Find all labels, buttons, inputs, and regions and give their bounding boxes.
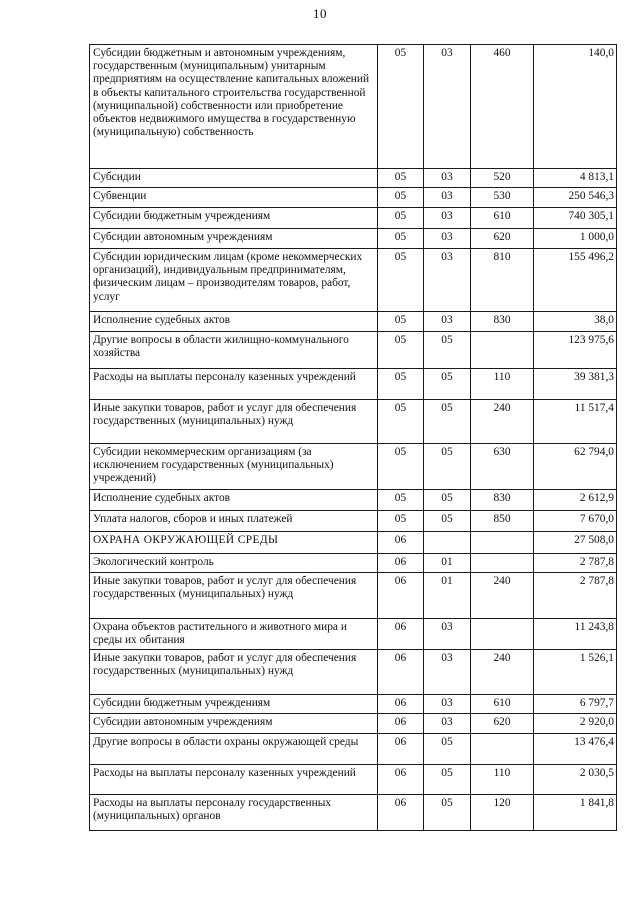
row-expense-type-code	[471, 619, 534, 650]
table-row	[90, 169, 617, 188]
row-name: Субсидии бюджетным и автономным учреждениям, государственным (муниципальным) унитарным предприятиям на осуществление капитальных вложений в объекты капитального строительства государственной (муниципальной) собственности или приобретение объектов недвижимого имущества в государственную (муниципальную) собственность	[90, 45, 378, 169]
row-expense-type-code: 830	[471, 490, 534, 511]
row-subsection-code: 05	[424, 369, 471, 400]
row-name: ОХРАНА ОКРУЖАЮЩЕЙ СРЕДЫ	[90, 532, 378, 554]
row-amount: 1 000,0	[534, 229, 617, 249]
row-name: Субсидии юридическим лицам (кроме некоммерческих организаций), индивидуальным предпринимателям, физическим лицам – производителям товаров, работ, услуг	[90, 249, 378, 312]
row-section-code: 06	[378, 650, 424, 695]
row-name: Субсидии бюджетным учреждениям	[90, 208, 378, 229]
row-name: Иные закупки товаров, работ и услуг для обеспечения государственных (муниципальных) нужд	[90, 400, 378, 444]
row-section-code: 05	[378, 400, 424, 444]
table-row	[90, 229, 617, 249]
row-amount: 2 920,0	[534, 714, 617, 734]
row-expense-type-code	[471, 532, 534, 554]
row-expense-type-code: 120	[471, 795, 534, 831]
row-name: Субсидии	[90, 169, 378, 188]
row-expense-type-code: 240	[471, 400, 534, 444]
row-amount: 13 476,4	[534, 734, 617, 765]
row-expense-type-code: 810	[471, 249, 534, 312]
row-section-code: 05	[378, 490, 424, 511]
row-section-code: 06	[378, 619, 424, 650]
row-section-code: 05	[378, 312, 424, 332]
row-name: Субсидии автономным учреждениям	[90, 714, 378, 734]
row-section-code: 05	[378, 229, 424, 249]
row-name: Субвенции	[90, 188, 378, 208]
row-amount: 7 670,0	[534, 511, 617, 532]
row-name: Исполнение судебных актов	[90, 312, 378, 332]
row-subsection-code: 05	[424, 400, 471, 444]
row-section-code: 06	[378, 554, 424, 573]
table-row	[90, 444, 617, 490]
row-amount: 2 612,9	[534, 490, 617, 511]
row-section-code: 05	[378, 444, 424, 490]
row-expense-type-code: 620	[471, 714, 534, 734]
row-name: Охрана объектов растительного и животного мира и среды их обитания	[90, 619, 378, 650]
row-subsection-code: 03	[424, 45, 471, 169]
row-subsection-code: 05	[424, 511, 471, 532]
row-expense-type-code: 610	[471, 695, 534, 714]
row-subsection-code: 05	[424, 444, 471, 490]
row-amount: 2 787,8	[534, 573, 617, 619]
row-amount: 123 975,6	[534, 332, 617, 369]
row-name: Иные закупки товаров, работ и услуг для обеспечения государственных (муниципальных) нужд	[90, 573, 378, 619]
table-row	[90, 312, 617, 332]
row-expense-type-code: 240	[471, 650, 534, 695]
row-section-code: 05	[378, 169, 424, 188]
row-subsection-code: 05	[424, 734, 471, 765]
row-section-code: 05	[378, 332, 424, 369]
row-expense-type-code	[471, 554, 534, 573]
row-subsection-code: 05	[424, 765, 471, 795]
row-subsection-code: 03	[424, 619, 471, 650]
table-row	[90, 714, 617, 734]
row-name: Исполнение судебных актов	[90, 490, 378, 511]
row-expense-type-code: 110	[471, 765, 534, 795]
row-subsection-code: 05	[424, 795, 471, 831]
row-amount: 250 546,3	[534, 188, 617, 208]
table-row	[90, 532, 617, 554]
row-subsection-code: 01	[424, 554, 471, 573]
row-subsection-code: 03	[424, 229, 471, 249]
row-expense-type-code: 620	[471, 229, 534, 249]
row-subsection-code	[424, 532, 471, 554]
row-name: Расходы на выплаты персоналу государственных (муниципальных) органов	[90, 795, 378, 831]
row-amount: 2 787,8	[534, 554, 617, 573]
row-section-code: 05	[378, 249, 424, 312]
row-name: Расходы на выплаты персоналу казенных учреждений	[90, 369, 378, 400]
row-name: Другие вопросы в области жилищно-коммунального хозяйства	[90, 332, 378, 369]
row-amount: 2 030,5	[534, 765, 617, 795]
row-subsection-code: 03	[424, 695, 471, 714]
table-row	[90, 511, 617, 532]
row-amount: 38,0	[534, 312, 617, 332]
row-name: Иные закупки товаров, работ и услуг для обеспечения государственных (муниципальных) нужд	[90, 650, 378, 695]
row-section-code: 06	[378, 573, 424, 619]
row-name: Другие вопросы в области охраны окружающей среды	[90, 734, 378, 765]
row-section-code: 05	[378, 188, 424, 208]
row-amount: 155 496,2	[534, 249, 617, 312]
row-name: Субсидии бюджетным учреждениям	[90, 695, 378, 714]
table-row	[90, 554, 617, 573]
row-expense-type-code	[471, 734, 534, 765]
table-row	[90, 650, 617, 695]
budget-table	[89, 44, 617, 831]
row-amount: 39 381,3	[534, 369, 617, 400]
row-expense-type-code: 630	[471, 444, 534, 490]
row-subsection-code: 05	[424, 332, 471, 369]
table-row	[90, 795, 617, 831]
row-name: Субсидии некоммерческим организациям (за исключением государственных (муниципальных) учреждений)	[90, 444, 378, 490]
row-expense-type-code: 830	[471, 312, 534, 332]
row-name: Субсидии автономным учреждениям	[90, 229, 378, 249]
row-subsection-code: 03	[424, 169, 471, 188]
row-expense-type-code: 110	[471, 369, 534, 400]
row-amount: 62 794,0	[534, 444, 617, 490]
row-amount: 27 508,0	[534, 532, 617, 554]
row-subsection-code: 03	[424, 208, 471, 229]
table-row	[90, 490, 617, 511]
row-subsection-code: 03	[424, 650, 471, 695]
row-name: Экологический контроль	[90, 554, 378, 573]
table-row	[90, 734, 617, 765]
table-row	[90, 695, 617, 714]
row-subsection-code: 03	[424, 188, 471, 208]
row-amount: 4 813,1	[534, 169, 617, 188]
row-subsection-code: 01	[424, 573, 471, 619]
row-section-code: 05	[378, 45, 424, 169]
row-section-code: 06	[378, 765, 424, 795]
row-subsection-code: 05	[424, 490, 471, 511]
row-expense-type-code: 530	[471, 188, 534, 208]
row-amount: 740 305,1	[534, 208, 617, 229]
row-section-code: 06	[378, 532, 424, 554]
row-name: Расходы на выплаты персоналу казенных учреждений	[90, 765, 378, 795]
row-expense-type-code: 240	[471, 573, 534, 619]
row-expense-type-code	[471, 332, 534, 369]
table-row	[90, 765, 617, 795]
page-number: 10	[313, 6, 327, 21]
table-row	[90, 619, 617, 650]
table-row	[90, 332, 617, 369]
table-row	[90, 400, 617, 444]
row-amount: 11 517,4	[534, 400, 617, 444]
table-row	[90, 45, 617, 169]
row-section-code: 06	[378, 714, 424, 734]
row-amount: 1 526,1	[534, 650, 617, 695]
row-section-code: 06	[378, 695, 424, 714]
table-row	[90, 188, 617, 208]
row-name: Уплата налогов, сборов и иных платежей	[90, 511, 378, 532]
row-expense-type-code: 520	[471, 169, 534, 188]
row-section-code: 05	[378, 511, 424, 532]
row-amount: 6 797,7	[534, 695, 617, 714]
row-expense-type-code: 610	[471, 208, 534, 229]
row-expense-type-code: 460	[471, 45, 534, 169]
row-subsection-code: 03	[424, 312, 471, 332]
row-subsection-code: 03	[424, 249, 471, 312]
row-section-code: 05	[378, 369, 424, 400]
row-expense-type-code: 850	[471, 511, 534, 532]
row-section-code: 05	[378, 208, 424, 229]
row-section-code: 06	[378, 795, 424, 831]
row-amount: 1 841,8	[534, 795, 617, 831]
table-row	[90, 249, 617, 312]
table-row	[90, 208, 617, 229]
table-row	[90, 573, 617, 619]
row-subsection-code: 03	[424, 714, 471, 734]
row-amount: 11 243,8	[534, 619, 617, 650]
row-amount: 140,0	[534, 45, 617, 169]
table-row	[90, 369, 617, 400]
row-section-code: 06	[378, 734, 424, 765]
